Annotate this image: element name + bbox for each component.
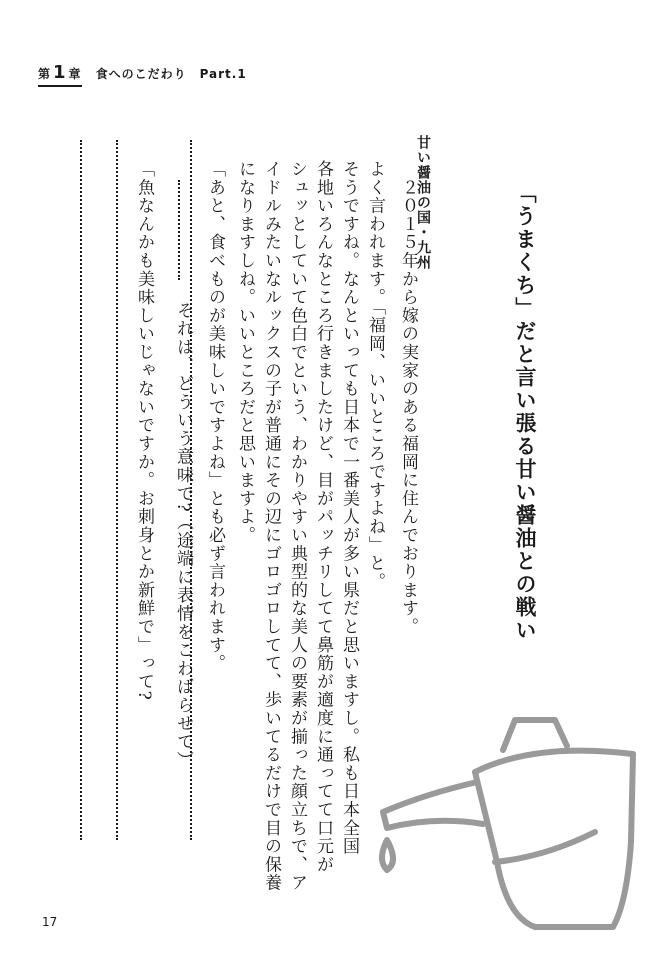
running-header	[38, 62, 247, 87]
chapter-suffix: 章	[68, 67, 82, 81]
chapter-label	[38, 62, 82, 87]
body-line-1: ２０１５年から嫁の実家のある福岡に住んでおります。	[398, 160, 418, 636]
dotted-rule-left	[80, 140, 82, 840]
subheading: 甘い醤油の国・九州	[415, 135, 431, 270]
body-line-3: そうですね。なんといっても日本で一番美人が多い県だと思いますし。私も日本全国	[339, 160, 359, 856]
body-line-8: 「あと、食べものが美味しいですよね」とも必ず言われます。	[205, 160, 225, 673]
dotted-rule-short	[178, 180, 180, 280]
section-title: 「うまくち」だと言い張る甘い醤油との戦い	[513, 182, 537, 642]
body-line-4: 各地いろんなところ行きましたけど、目がパッチリしてて鼻筋が適度に通ってて口元が	[313, 160, 333, 874]
chapter-prefix: 第	[38, 67, 52, 81]
chapter-title: 食へのこだわり Part.1	[95, 67, 247, 81]
body-line-6: イドルみたいなルックスの子が普通にその辺にゴロゴロしてて、歩いてるだけで目の保養	[261, 160, 281, 892]
body-line-2: よく言われます。「福岡、いいところですよね」と。	[365, 160, 385, 591]
soy-sauce-pot-icon	[365, 712, 640, 942]
chapter-number: 1	[53, 62, 67, 83]
dotted-rule-mid	[116, 140, 118, 840]
page-number: 17	[42, 915, 58, 929]
body-line-9: それは、どういう意味で?（途端に表情をこわばらせて）	[173, 283, 193, 770]
body-line-7: になりますしね。いいところだと思いますよ。	[235, 160, 255, 545]
body-line-10: 「魚なんかも美味しいじゃないですか。お刺身とか新鮮で」って?	[134, 160, 154, 702]
dotted-rule-right	[190, 140, 192, 840]
body-line-5: シュッとしていて色白でという、わかりやすい典型的な美人の要素が揃った顔立ちで、ア	[287, 160, 307, 892]
